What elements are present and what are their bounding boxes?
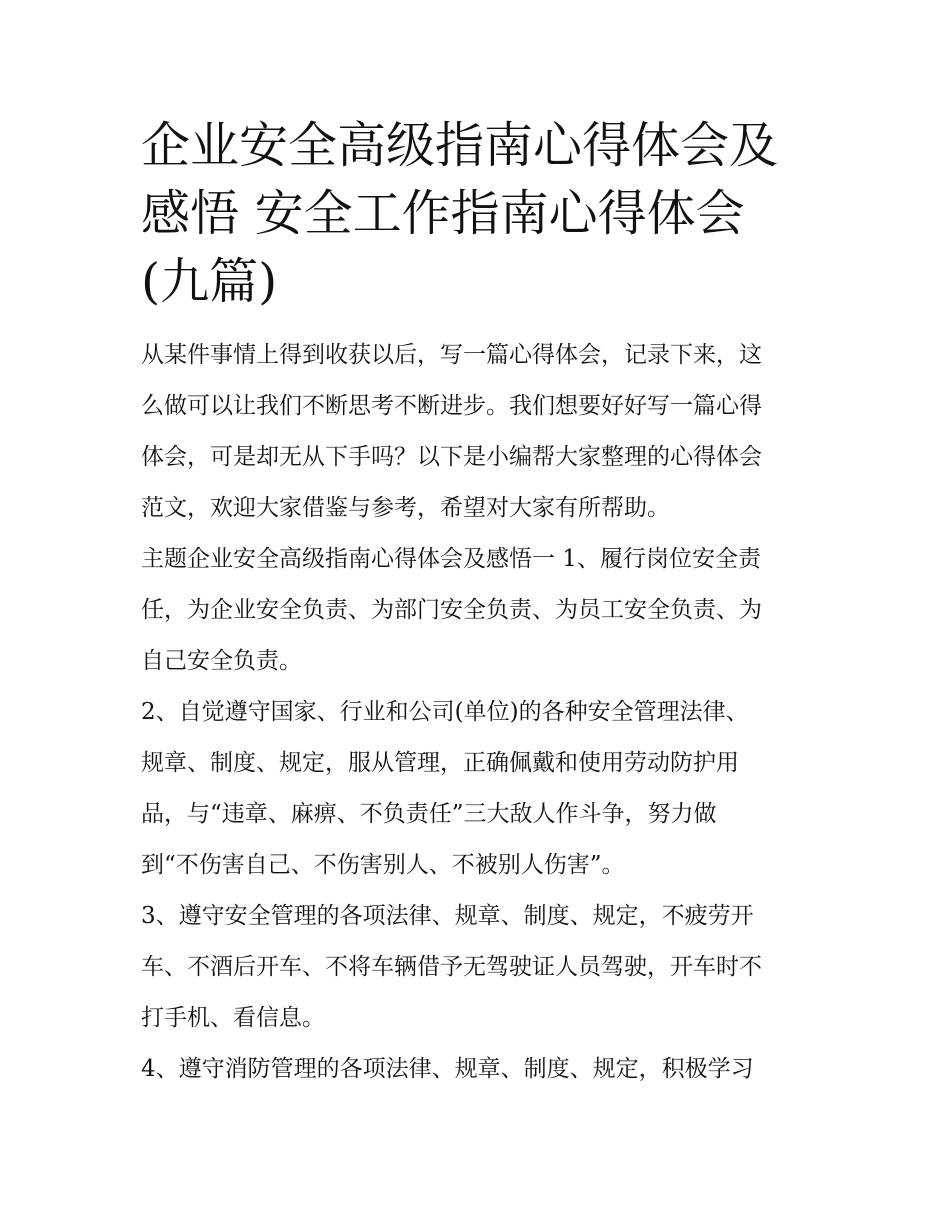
document-page (141, 112, 813, 1095)
section-paragraph-3 (141, 891, 813, 1044)
section-paragraph-4 (141, 1044, 813, 1095)
text-line: 体会，可是却无从下手吗？以下是小编帮大家整理的心得体会 (141, 444, 762, 470)
text-line: 4、遵守消防管理的各项法律、规章、制度、规定，积极学习 (141, 1056, 754, 1082)
text-line: 范文，欢迎大家借鉴与参考，希望对大家有所帮助。 (141, 495, 670, 521)
text-line: 2、自觉遵守国家、行业和公司(单位)的各种安全管理法律、 (141, 699, 749, 725)
text-line: 车、不酒后开车、不将车辆借予无驾驶证人员驾驶，开车时不 (141, 954, 762, 980)
text-line: 自己安全负责。 (141, 648, 302, 674)
text-line: 么做可以让我们不断思考不断进步。我们想要好好写一篇心得 (141, 393, 762, 419)
document-title (141, 112, 813, 316)
text-line: 3、遵守安全管理的各项法律、规章、制度、规定，不疲劳开 (141, 903, 754, 929)
text-line: 任，为企业安全负责、为部门安全负责、为员工安全负责、为 (141, 597, 762, 623)
text-line: 规章、制度、规定，服从管理，正确佩戴和使用劳动防护用 (141, 750, 739, 776)
title-line: 感悟 安全工作指南心得体会 (141, 185, 745, 242)
section-paragraph-1 (141, 534, 813, 687)
intro-paragraph (141, 330, 813, 534)
text-line: 品，与“违章、麻痹、不负责任”三大敌人作斗争，努力做 (141, 801, 717, 827)
text-line: 主题企业安全高级指南心得体会及感悟一 1、履行岗位安全责 (141, 546, 761, 572)
document-body (141, 330, 813, 1095)
text-line: 打手机、看信息。 (141, 1005, 325, 1031)
text-line: 到“不伤害自己、不伤害别人、不被别人伤害”。 (141, 852, 625, 878)
title-line: (九篇) (141, 253, 278, 310)
title-line: 企业安全高级指南心得体会及 (141, 117, 779, 174)
text-line: 从某件事情上得到收获以后，写一篇心得体会，记录下来，这 (141, 342, 762, 368)
section-paragraph-2 (141, 687, 813, 891)
